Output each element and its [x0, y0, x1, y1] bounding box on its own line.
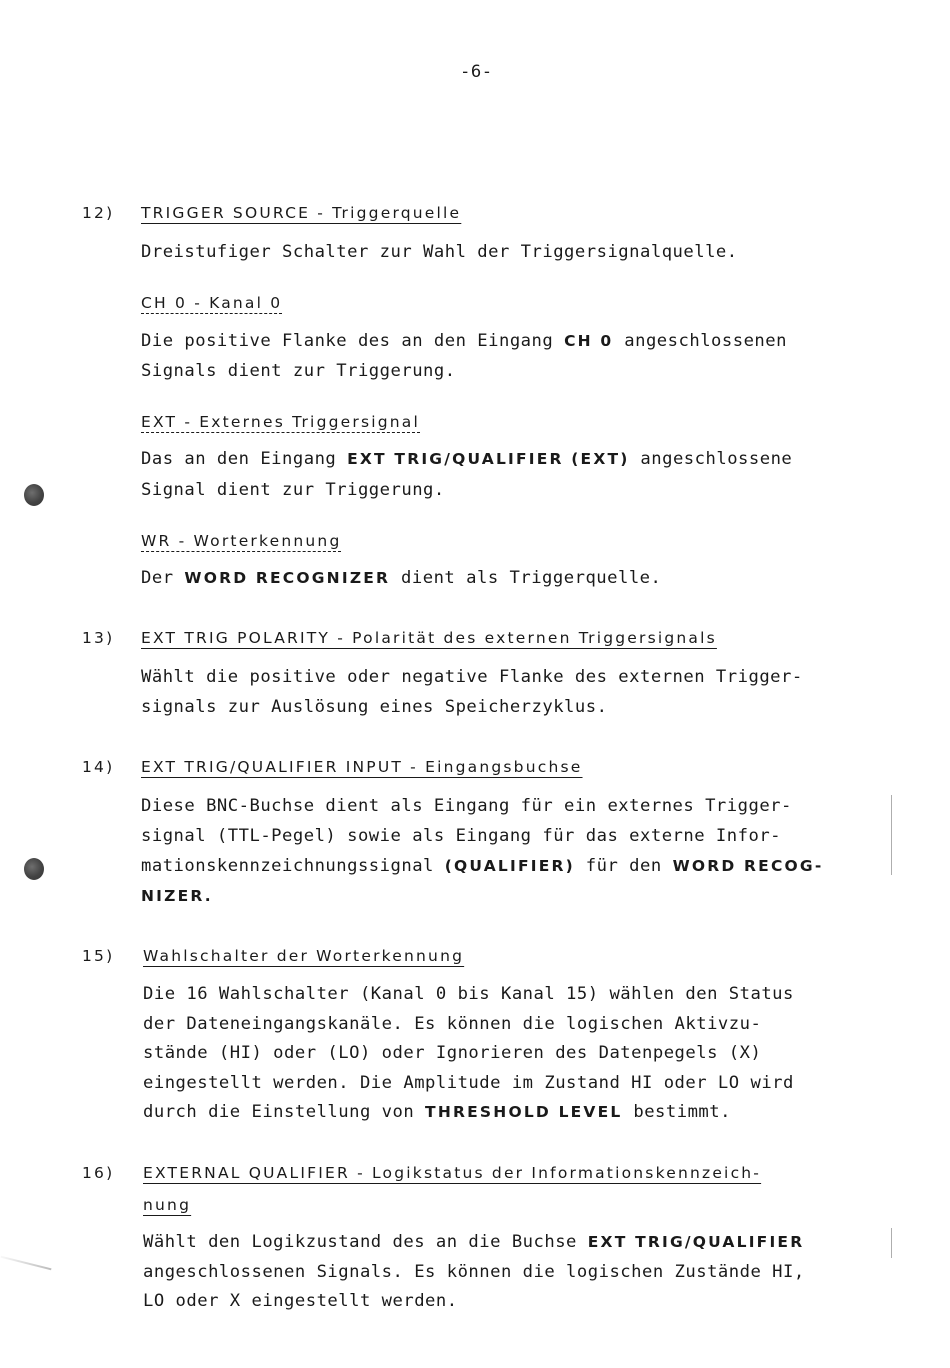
body-line: Das an den Eingang EXT TRIG/QUALIFIER (EXT) angeschlossene [141, 449, 793, 469]
section-number: 14) [82, 758, 115, 776]
body-line: Wählt den Logikzustand des an die Buchse EXT TRIG/QUALIFIER [143, 1232, 805, 1252]
punch-hole [24, 484, 44, 506]
section-intro: Dreistufiger Schalter zur Wahl der Triggersignalquelle. [141, 242, 738, 262]
body-line: Signal dient zur Triggerung. [141, 480, 445, 500]
section-number: 16) [82, 1164, 115, 1182]
section-number: 15) [82, 947, 115, 965]
subsection-title: WR - Worterkennung [141, 532, 342, 550]
body-line: Die 16 Wahlschalter (Kanal 0 bis Kanal 15) wählen den Status [143, 984, 794, 1004]
section-heading: EXT TRIG/QUALIFIER INPUT - Eingangsbuchse [141, 758, 583, 776]
body-line: angeschlossenen Signals. Es können die logischen Zustände HI, [143, 1262, 805, 1282]
scan-mark [1, 1256, 52, 1271]
body-line: Diese BNC-Buchse dient als Eingang für ein externes Trigger- [141, 796, 792, 816]
section-heading-continued: nung [143, 1196, 192, 1214]
body-line: stände (HI) oder (LO) oder Ignorieren des Datenpegels (X) [143, 1043, 762, 1063]
section-heading: EXTERNAL QUALIFIER - Logikstatus der Informationskennzeich- [143, 1164, 762, 1182]
scan-mark [891, 1228, 892, 1258]
section-heading: EXT TRIG POLARITY - Polarität des externen Triggersignals [141, 629, 717, 647]
body-line: signals zur Auslösung eines Speicherzyklus. [141, 697, 608, 717]
body-line: Signals dient zur Triggerung. [141, 361, 456, 381]
section-number: 13) [82, 629, 115, 647]
punch-hole [24, 858, 44, 880]
subsection-title: EXT - Externes Triggersignal [141, 413, 421, 431]
body-line: mationskennzeichnungssignal (QUALIFIER) für den WORD RECOG- [141, 856, 824, 876]
section-heading: Wahlschalter der Worterkennung [143, 947, 465, 965]
section-number: 12) [82, 204, 115, 222]
body-line: LO oder X eingestellt werden. [143, 1291, 458, 1311]
body-line: Der WORD RECOGNIZER dient als Triggerquelle. [141, 568, 662, 588]
section-heading: TRIGGER SOURCE - Triggerquelle [141, 204, 462, 222]
body-line: signal (TTL-Pegel) sowie als Eingang für das externe Infor- [141, 826, 782, 846]
body-line: durch die Einstellung von THRESHOLD LEVEL bestimmt. [143, 1102, 731, 1122]
subsection-title: CH 0 - Kanal 0 [141, 294, 283, 312]
scan-mark [891, 795, 892, 875]
body-line: Wählt die positive oder negative Flanke des externen Trigger- [141, 667, 803, 687]
body-line: der Dateneingangskanäle. Es können die logischen Aktivzu- [143, 1014, 762, 1034]
page-number: -6- [460, 62, 493, 82]
body-line: eingestellt werden. Die Amplitude im Zustand HI oder LO wird [143, 1073, 794, 1093]
body-line: Die positive Flanke des an den Eingang CH 0 angeschlossenen [141, 331, 787, 351]
body-line: NIZER. [141, 887, 213, 905]
